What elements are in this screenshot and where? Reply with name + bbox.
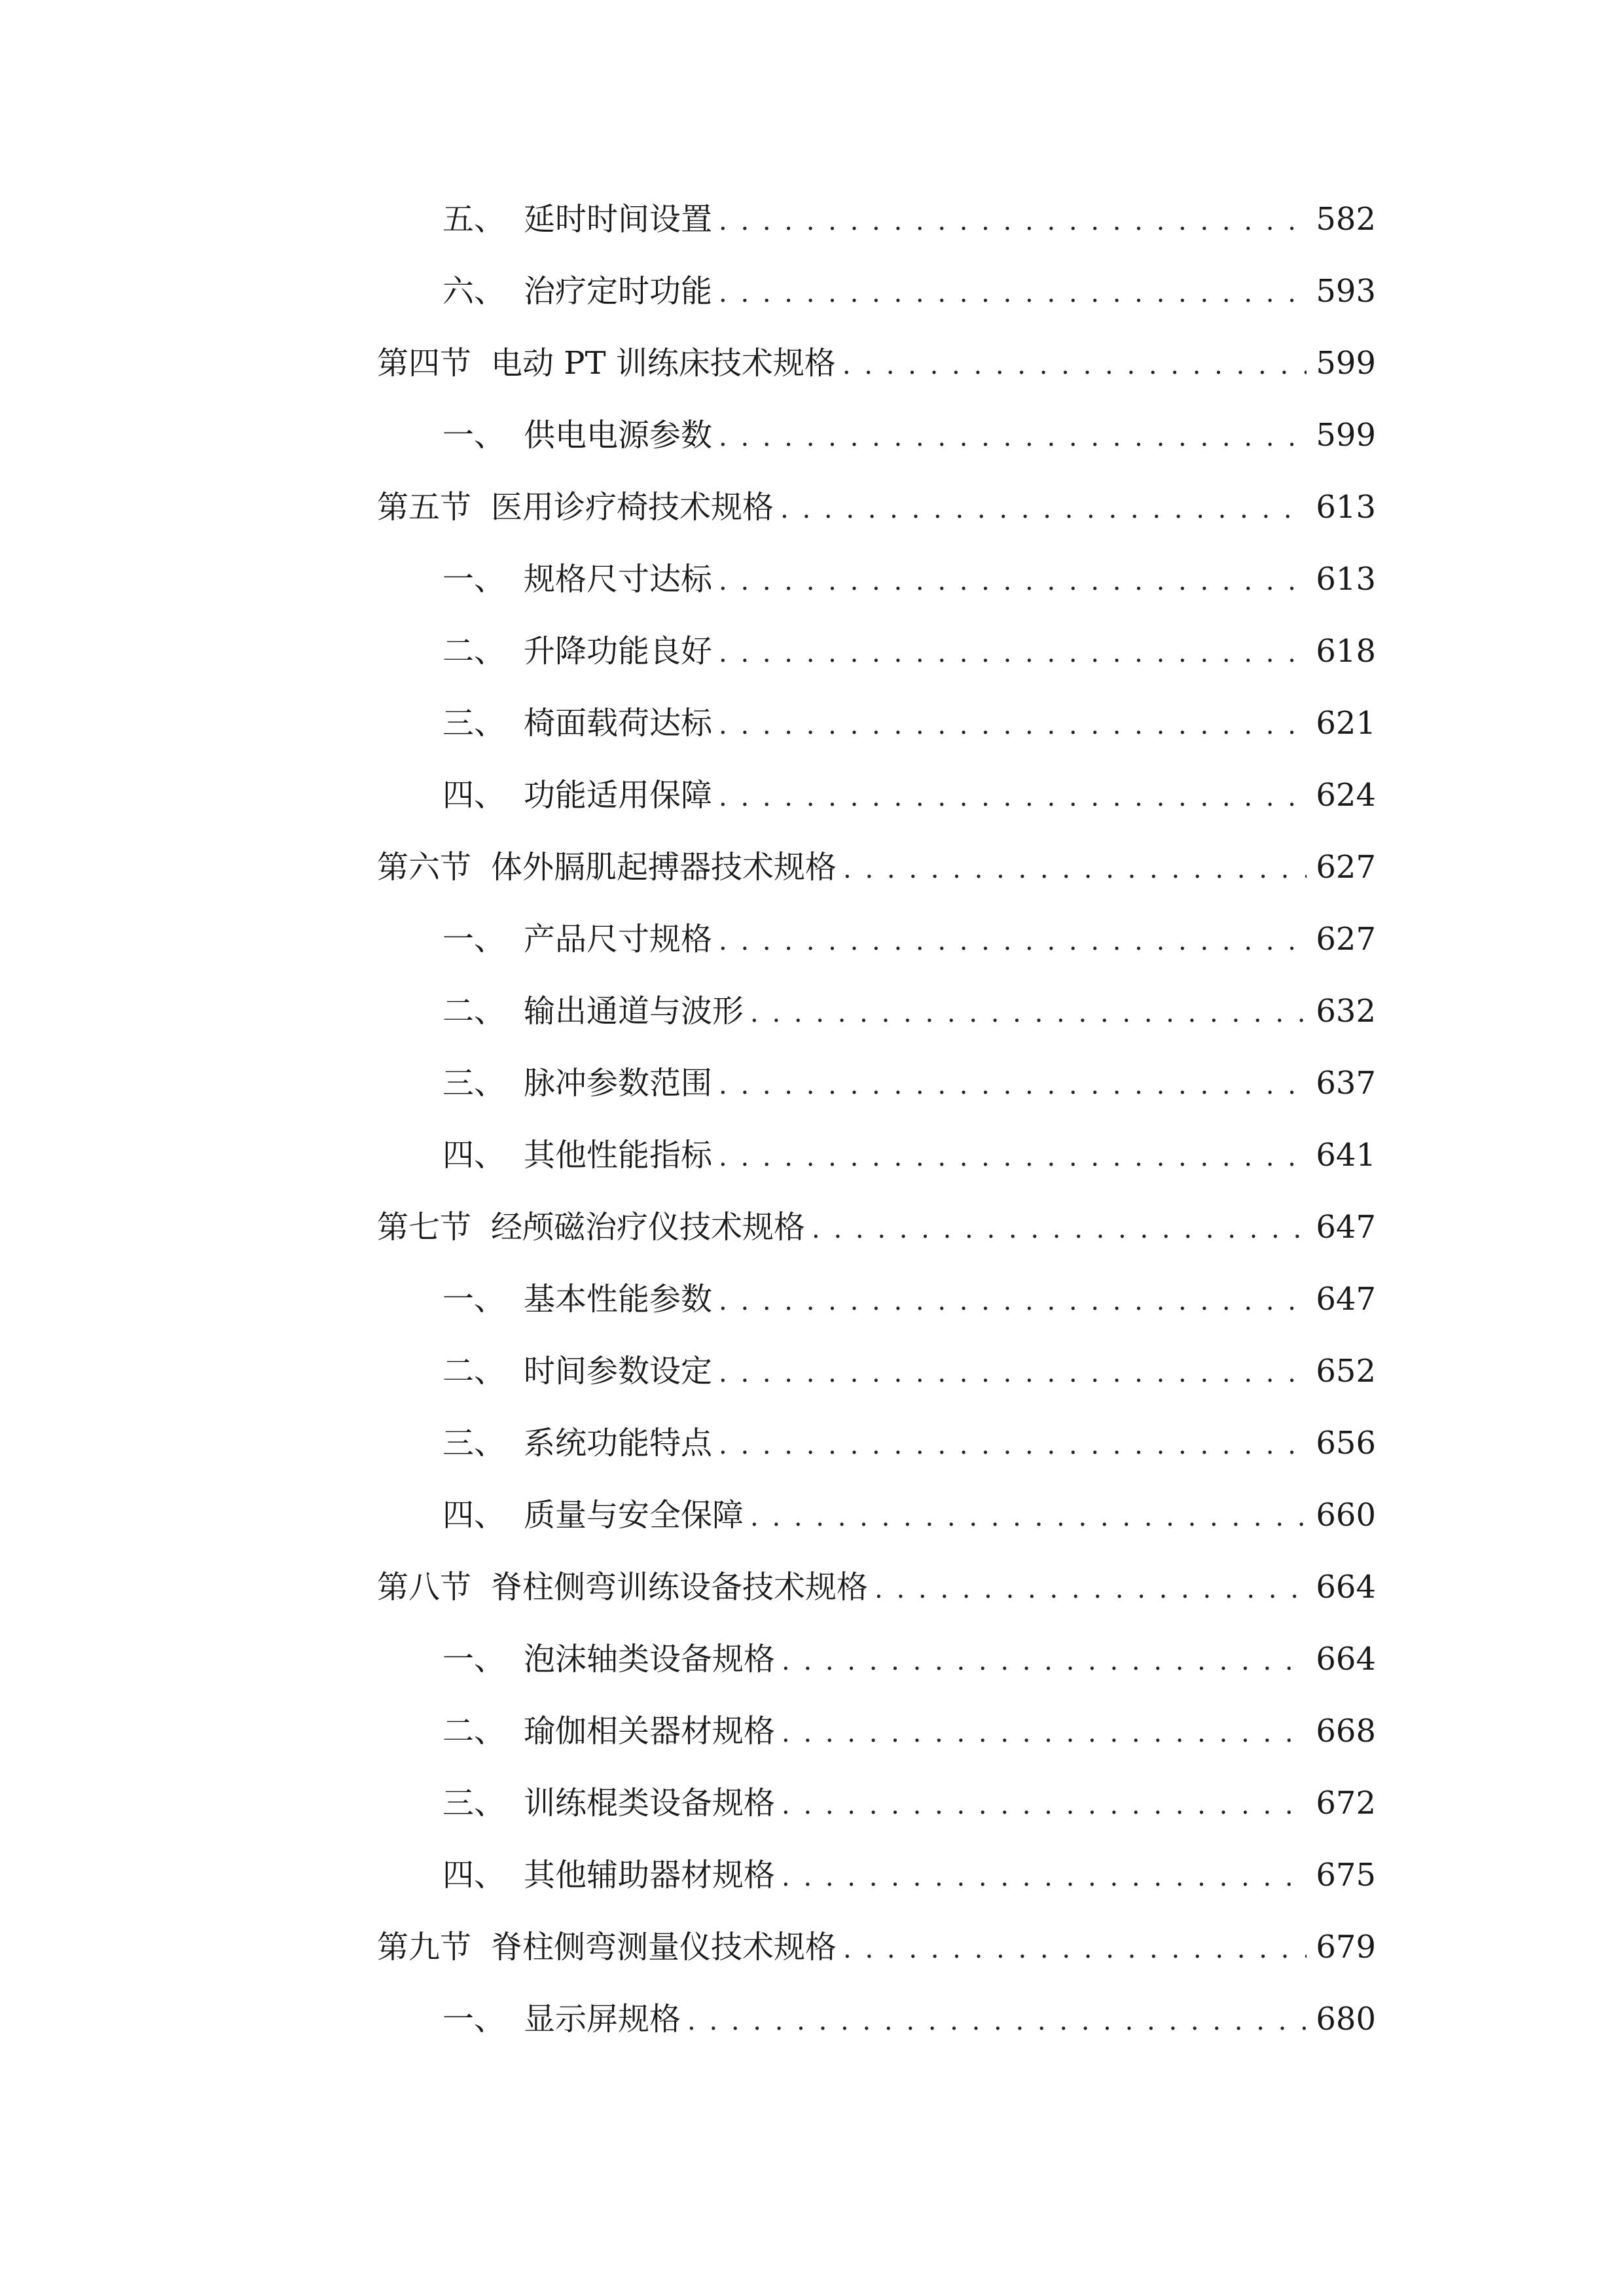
toc-entry-title: 输出通道与波形 <box>524 993 744 1030</box>
toc-entry[interactable] <box>442 1273 1376 1325</box>
toc-entry-number: 一、 <box>442 1641 506 1677</box>
toc-entry-title: 治疗定时功能 <box>524 273 713 310</box>
toc-entry[interactable] <box>442 625 1376 677</box>
toc-entry-number: 三、 <box>442 1065 506 1102</box>
toc-entry-title: 训练棍类设备规格 <box>524 1785 776 1821</box>
toc-entry[interactable] <box>442 913 1376 965</box>
toc-section[interactable] <box>377 841 1376 893</box>
toc-dot-leader <box>782 1635 1307 1685</box>
toc-dot-leader <box>719 699 1307 749</box>
toc-entry-number: 二、 <box>442 1713 506 1749</box>
toc-section[interactable] <box>377 1561 1376 1613</box>
toc-section-page: 664 <box>1316 1569 1376 1605</box>
toc-dot-leader <box>719 411 1307 461</box>
toc-entry-page: 613 <box>1316 561 1376 598</box>
toc-section-number: 第四节 <box>377 345 472 382</box>
toc-entry-title: 规格尺寸达标 <box>524 561 713 598</box>
toc-dot-leader <box>719 1347 1307 1397</box>
toc-section-page: 679 <box>1316 1929 1376 1965</box>
toc-entry[interactable] <box>442 985 1376 1037</box>
toc-section-page: 599 <box>1316 345 1376 382</box>
toc-entry-number: 一、 <box>442 1281 506 1318</box>
toc-dot-leader <box>812 1203 1307 1253</box>
toc-entry-number: 三、 <box>442 1425 506 1462</box>
toc-entry-number: 一、 <box>442 417 506 454</box>
toc-entry-number: 四、 <box>442 1137 506 1174</box>
toc-entry-title: 泡沫轴类设备规格 <box>524 1641 776 1677</box>
toc-entry-page: 652 <box>1316 1353 1376 1390</box>
toc-entry[interactable] <box>442 1129 1376 1181</box>
toc-section-title: 体外膈肌起搏器技术规格 <box>491 849 837 886</box>
toc-section-number: 第七节 <box>377 1209 472 1246</box>
toc-entry-title: 产品尺寸规格 <box>524 921 713 958</box>
toc-section-number: 第五节 <box>377 489 472 526</box>
toc-entry-page: 621 <box>1316 705 1376 742</box>
toc-entry-title: 脉冲参数范围 <box>524 1065 713 1102</box>
toc-entry[interactable] <box>442 769 1376 821</box>
toc-entry[interactable] <box>442 1417 1376 1469</box>
toc-entry-page: 664 <box>1316 1641 1376 1677</box>
toc-entry[interactable] <box>442 1633 1376 1685</box>
toc-section[interactable] <box>377 481 1376 533</box>
toc-dot-leader <box>719 627 1307 677</box>
toc-entry-page: 668 <box>1316 1713 1376 1749</box>
toc-dot-leader <box>843 843 1307 893</box>
toc-entry-title: 瑜伽相关器材规格 <box>524 1713 776 1749</box>
toc-entry[interactable] <box>442 1849 1376 1901</box>
toc-entry-title: 功能适用保障 <box>524 777 713 814</box>
toc-section-title: 医用诊疗椅技术规格 <box>491 489 774 526</box>
toc-entry-page: 624 <box>1316 777 1376 814</box>
toc-entry-title: 显示屏规格 <box>524 2001 681 2037</box>
toc-entry-title: 升降功能良好 <box>524 633 713 670</box>
toc-dot-leader <box>719 771 1307 821</box>
toc-dot-leader <box>750 987 1307 1037</box>
toc-entry-page: 632 <box>1316 993 1376 1030</box>
toc-entry-number: 二、 <box>442 1353 506 1390</box>
toc-entry-page: 599 <box>1316 417 1376 454</box>
toc-section-page: 613 <box>1316 489 1376 526</box>
toc-dot-leader <box>687 1995 1307 2045</box>
toc-entry-number: 五、 <box>442 201 506 238</box>
toc-entry-number: 四、 <box>442 777 506 814</box>
toc-dot-leader <box>719 1419 1307 1469</box>
toc-section-title: 脊柱侧弯测量仪技术规格 <box>491 1929 837 1965</box>
toc-entry-number: 三、 <box>442 705 506 742</box>
toc-entry-number: 三、 <box>442 1785 506 1821</box>
toc-entry-number: 四、 <box>442 1497 506 1534</box>
toc-entry-title: 其他辅助器材规格 <box>524 1857 776 1893</box>
toc-dot-leader <box>719 195 1307 245</box>
toc-entry[interactable] <box>442 553 1376 605</box>
toc-entry-page: 660 <box>1316 1497 1376 1534</box>
toc-dot-leader <box>719 1275 1307 1325</box>
toc-dot-leader <box>782 1707 1307 1757</box>
toc-entry-number: 四、 <box>442 1857 506 1893</box>
toc-entry-page: 675 <box>1316 1857 1376 1893</box>
toc-entry[interactable] <box>442 1993 1376 2045</box>
toc-entry[interactable] <box>442 265 1376 317</box>
toc-entry[interactable] <box>442 1057 1376 1109</box>
toc-entry[interactable] <box>442 193 1376 245</box>
toc-entry-page: 582 <box>1316 201 1376 238</box>
toc-dot-leader <box>719 555 1307 605</box>
toc-entry-page: 593 <box>1316 273 1376 310</box>
toc-entry-title: 其他性能指标 <box>524 1137 713 1174</box>
toc-dot-leader <box>875 1563 1307 1613</box>
toc-entry-number: 二、 <box>442 633 506 670</box>
toc-section[interactable] <box>377 1201 1376 1253</box>
toc-dot-leader <box>719 1059 1307 1109</box>
toc-dot-leader <box>843 1923 1307 1973</box>
toc-entry-number: 一、 <box>442 2001 506 2037</box>
toc-entry-page: 618 <box>1316 633 1376 670</box>
toc-section-title: 脊柱侧弯训练设备技术规格 <box>491 1569 869 1605</box>
toc-entry-page: 680 <box>1316 2001 1376 2037</box>
toc-section-number: 第六节 <box>377 849 472 886</box>
toc-entry-page: 656 <box>1316 1425 1376 1462</box>
toc-entry[interactable] <box>442 1777 1376 1829</box>
toc-section-page: 647 <box>1316 1209 1376 1246</box>
toc-entry[interactable] <box>442 1345 1376 1397</box>
toc-entry-number: 一、 <box>442 561 506 598</box>
toc-dot-leader <box>719 267 1307 317</box>
toc-entry-page: 647 <box>1316 1281 1376 1318</box>
toc-section-page: 627 <box>1316 849 1376 886</box>
toc-entry-page: 641 <box>1316 1137 1376 1174</box>
toc-dot-leader <box>750 1491 1307 1541</box>
toc-entry-number: 六、 <box>442 273 506 310</box>
toc-section-title: 电动 PT 训练床技术规格 <box>491 345 836 382</box>
toc-section[interactable] <box>377 1921 1376 1973</box>
toc-entry-title: 时间参数设定 <box>524 1353 713 1390</box>
toc-entry[interactable] <box>442 1705 1376 1757</box>
toc-entry[interactable] <box>442 697 1376 749</box>
toc-entry-number: 二、 <box>442 993 506 1030</box>
toc-dot-leader <box>782 1851 1307 1901</box>
toc-entry-page: 627 <box>1316 921 1376 958</box>
toc-dot-leader <box>719 915 1307 965</box>
toc-entry-title: 延时时间设置 <box>524 201 713 238</box>
toc-dot-leader <box>842 339 1307 389</box>
toc-entry-number: 一、 <box>442 921 506 958</box>
toc-entry-title: 系统功能特点 <box>524 1425 713 1462</box>
toc-dot-leader <box>719 1131 1307 1181</box>
toc-entry[interactable] <box>442 409 1376 461</box>
toc-entry[interactable] <box>442 1489 1376 1541</box>
toc-section-number: 第九节 <box>377 1929 472 1965</box>
toc-entry-page: 637 <box>1316 1065 1376 1102</box>
toc-entry-page: 672 <box>1316 1785 1376 1821</box>
toc-section[interactable] <box>377 337 1376 389</box>
toc-section-title: 经颅磁治疗仪技术规格 <box>491 1209 806 1246</box>
toc-entry-title: 质量与安全保障 <box>524 1497 744 1534</box>
toc-section-number: 第八节 <box>377 1569 472 1605</box>
toc-dot-leader <box>780 483 1307 533</box>
toc-entry-title: 椅面载荷达标 <box>524 705 713 742</box>
toc-entry-title: 基本性能参数 <box>524 1281 713 1318</box>
toc-entry-title: 供电电源参数 <box>524 417 713 454</box>
toc-dot-leader <box>782 1779 1307 1829</box>
